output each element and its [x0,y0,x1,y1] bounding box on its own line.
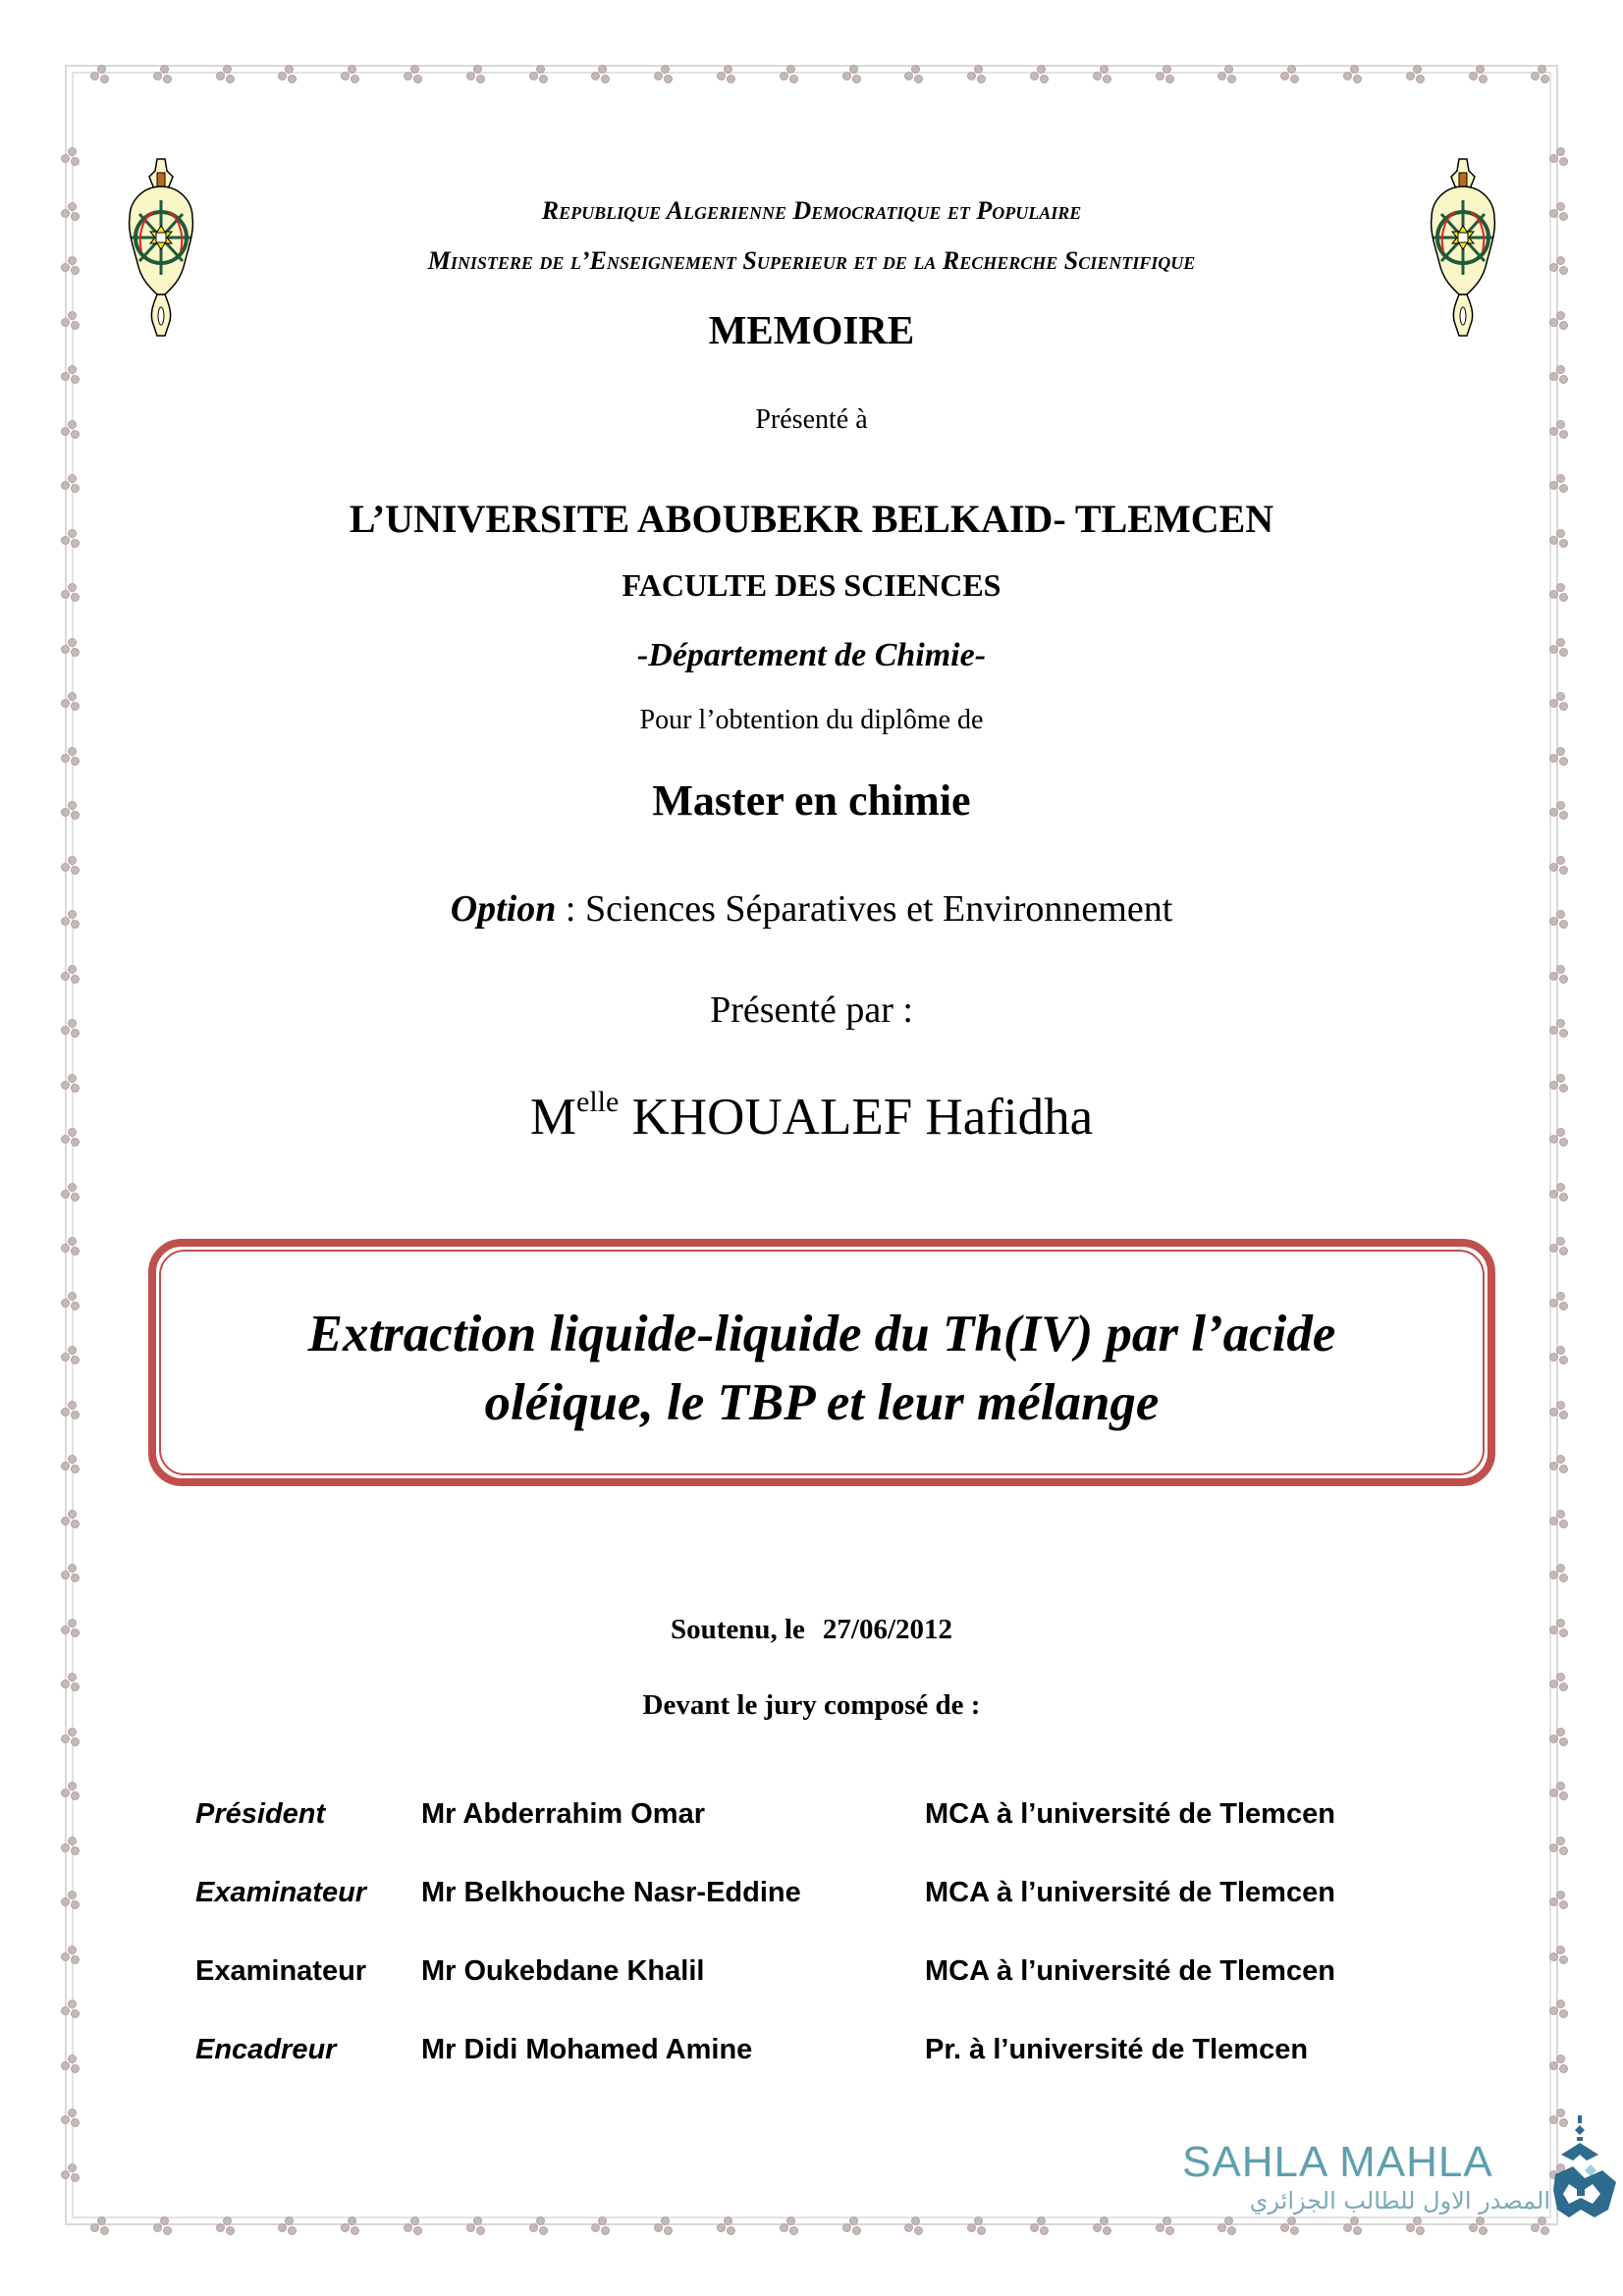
border-dot-cluster [717,65,736,84]
thesis-title [156,1300,1488,1437]
author-name: KHOUALEF Hafidha [619,1089,1094,1146]
border-dot-cluster [654,2216,674,2236]
jury-intro: Devant le jury composé de : [642,1689,981,1721]
border-dot-cluster [904,65,924,84]
border-dot-cluster [1549,1292,1569,1311]
border-dot-cluster [1549,1837,1569,1856]
border-dot-cluster [1549,747,1569,767]
border-dot-cluster [153,65,173,84]
republic-heading: Republique Algerienne Democratique et Populaire [541,196,1082,225]
border-dot-cluster [1531,2216,1550,2236]
watermark-brand: SAHLA MAHLA [1182,2138,1493,2186]
border-dot-cluster [967,2216,987,2236]
defense-date-line [0,1614,1623,1646]
border-dot-cluster [904,2216,924,2236]
border-dot-cluster [1549,365,1569,385]
thesis-title-frame [148,1239,1495,1486]
presented-by: Présenté par : [710,989,913,1031]
border-dot-cluster [780,65,799,84]
border-dot-cluster [780,2216,799,2236]
border-dot-cluster [1217,2216,1237,2236]
border-dot-cluster [61,365,81,385]
border-dot-cluster [967,65,987,84]
border-dot-cluster [61,1401,81,1420]
border-dot-cluster [61,147,81,167]
defense-date: 27/06/2012 [822,1614,953,1645]
border-dot-cluster [61,1728,81,1747]
jury-role: Encadreur [195,2034,337,2065]
border-dot-cluster [1549,1401,1569,1420]
university-name: L’UNIVERSITE ABOUBEKR BELKAID- TLEMCEN [349,497,1274,541]
border-dot-cluster [341,2216,360,2236]
border-dot-cluster [1549,1346,1569,1365]
border-dot-cluster [1549,1564,1569,1583]
jury-row [0,1955,1623,1995]
border-dot-cluster [1156,65,1175,84]
border-dot-cluster [466,65,486,84]
border-dot-cluster [61,1455,81,1474]
jury-row [0,1877,1623,1916]
border-dot-cluster [717,2216,736,2236]
jury-member-name: Mr Abderrahim Omar [421,1798,705,1830]
watermark-tagline: المصدر الاول للطالب الجزائري [1249,2187,1550,2215]
option-label: Option [450,888,557,930]
jury-member-name: Mr Belkhouche Nasr-Eddine [421,1877,801,1908]
border-dot-cluster [216,2216,236,2236]
jury-member-name: Mr Didi Mohamed Amine [421,2034,753,2065]
border-dot-cluster [1156,2216,1175,2236]
border-dot-cluster [654,65,674,84]
border-dot-cluster [529,2216,549,2236]
document-type: MEMOIRE [708,307,915,352]
thesis-title-line-1: Extraction liquide-liquide du Th(IV) par l’acide [307,1306,1336,1362]
option-value: : Sciences Séparatives et Environnement [556,888,1173,930]
diploma-name: Master en chimie [652,776,971,825]
ministry-heading: Ministere de l’Enseignement Superieur et de la Recherche Scientifique [427,246,1196,275]
border-dot-cluster [61,1510,81,1529]
thesis-title-line-2: oléique, le TBP et leur mélange [484,1374,1160,1431]
border-dot-cluster [278,2216,298,2236]
border-dot-cluster [404,65,423,84]
border-dot-cluster [1549,1237,1569,1256]
border-dot-cluster [61,1837,81,1856]
border-dot-cluster [1469,65,1488,84]
border-dot-cluster [1549,147,1569,167]
sahla-mahla-logo-icon [1551,2115,1620,2223]
border-dot-cluster [1549,856,1569,876]
defense-date-label: Soutenu, le [670,1614,805,1645]
author-title-sup: elle [576,1086,620,1119]
border-dot-cluster [1469,2216,1488,2236]
border-dot-cluster [1406,2216,1426,2236]
border-dot-cluster [842,65,862,84]
border-dot-cluster [61,856,81,876]
border-dot-cluster [1093,2216,1112,2236]
border-dot-cluster [341,65,360,84]
author-title: M [529,1089,577,1146]
jury-role: Examinateur [195,1877,367,1908]
border-dot-cluster [1549,474,1569,494]
jury-role: Président [195,1798,326,1830]
border-dot-cluster [61,2163,81,2183]
border-dot-cluster [529,65,549,84]
border-dot-cluster [1549,1455,1569,1474]
border-dot-cluster [591,2216,611,2236]
border-dot-cluster [1030,65,1050,84]
border-dot-cluster [61,965,81,985]
border-dot-cluster [1217,65,1237,84]
border-dot-cluster [842,2216,862,2236]
diploma-intro: Pour l’obtention du diplôme de [639,705,984,735]
faculty-name: FACULTE DES SCIENCES [622,567,1001,603]
border-dot-cluster [1280,65,1300,84]
border-dot-cluster [1343,65,1363,84]
border-dot-cluster [1030,2216,1050,2236]
jury-member-position: MCA à l’université de Tlemcen [925,1955,1335,1987]
border-dot-cluster [1343,2216,1363,2236]
presented-to: Présenté à [755,404,868,435]
border-dot-cluster [61,1292,81,1311]
border-dot-cluster [1531,65,1550,84]
border-dot-cluster [61,1346,81,1365]
jury-row [0,1798,1623,1838]
border-dot-cluster [216,65,236,84]
border-dot-cluster [1549,1183,1569,1202]
border-dot-cluster [1549,2000,1569,2019]
border-dot-cluster [591,65,611,84]
jury-member-position: Pr. à l’université de Tlemcen [925,2034,1309,2065]
border-dot-cluster [61,2109,81,2128]
border-dot-cluster [1406,65,1426,84]
border-dot-cluster [1549,965,1569,985]
border-dot-cluster [1093,65,1112,84]
jury-role: Examinateur [195,1955,367,1987]
border-dot-cluster [1549,1510,1569,1529]
option-line [0,887,1623,931]
border-dot-cluster [466,2216,486,2236]
border-dot-cluster [61,474,81,494]
jury-row [0,2034,1623,2073]
jury-member-name: Mr Oukebdane Khalil [421,1955,705,1987]
border-dot-cluster [61,1183,81,1202]
border-dot-cluster [278,65,298,84]
border-dot-cluster [153,2216,173,2236]
border-dot-cluster [90,65,110,84]
border-dot-cluster [404,2216,423,2236]
jury-member-position: MCA à l’université de Tlemcen [925,1798,1335,1830]
border-dot-cluster [1549,1728,1569,1747]
border-dot-cluster [61,1564,81,1583]
border-dot-cluster [61,2000,81,2019]
department-name: -Département de Chimie- [636,637,987,673]
border-dot-cluster [1280,2216,1300,2236]
jury-member-position: MCA à l’université de Tlemcen [925,1877,1335,1908]
border-dot-cluster [61,1237,81,1256]
border-dot-cluster [61,747,81,767]
author-line [0,1088,1623,1147]
border-dot-cluster [90,2216,110,2236]
